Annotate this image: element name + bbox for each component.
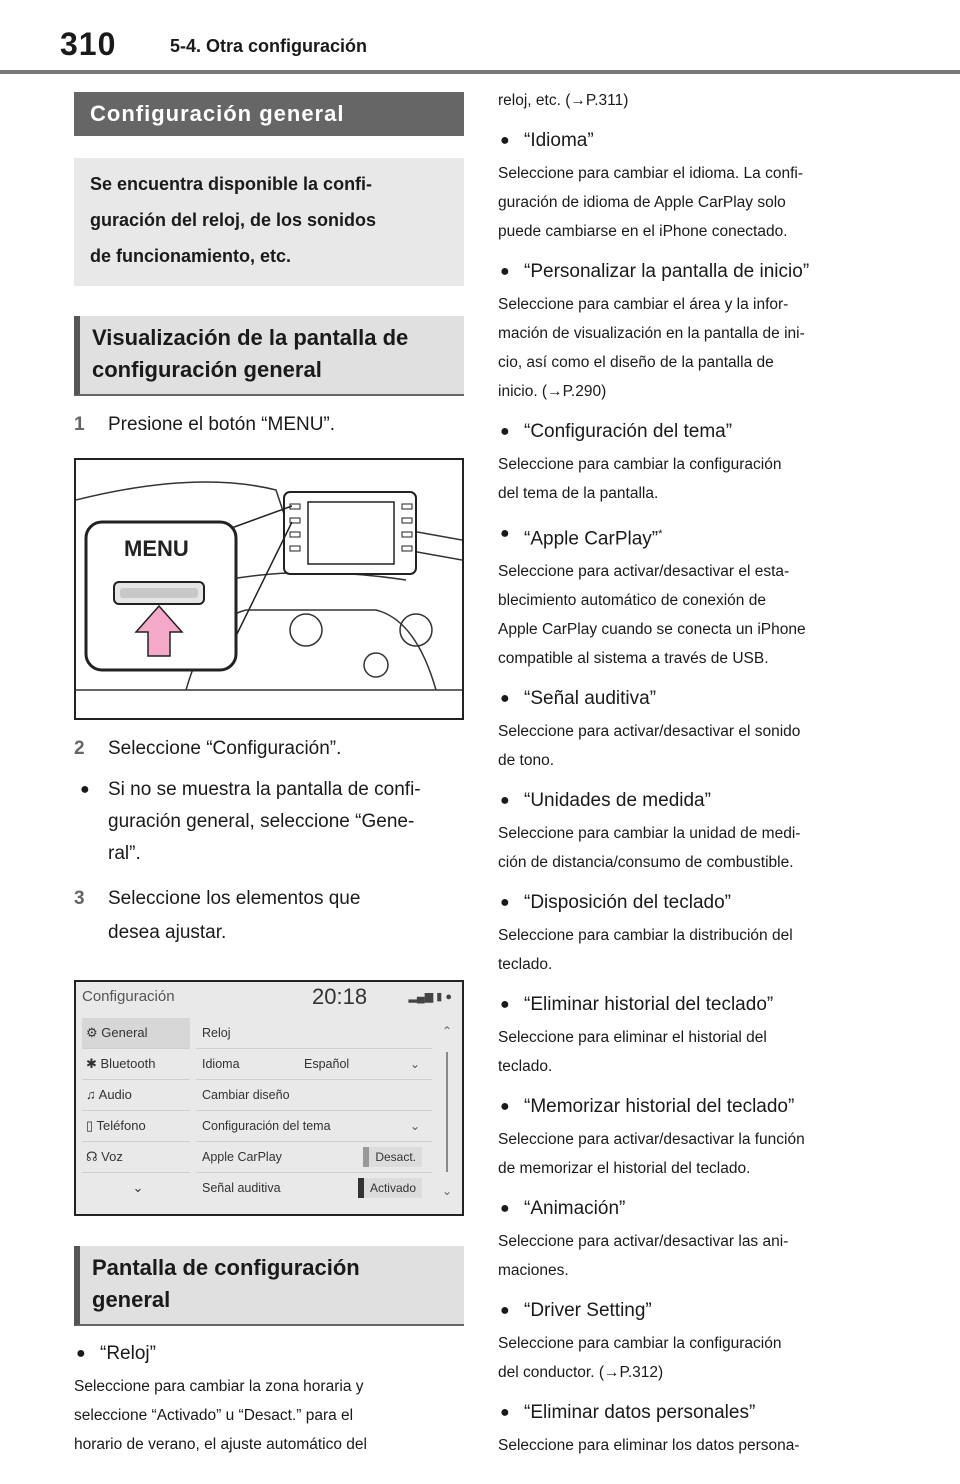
bullet-icon: ● <box>500 263 510 280</box>
status-icons: ▂▄▆ ▮ ● <box>408 991 452 1003</box>
note-line: Si no se muestra la pantalla de confi- <box>108 779 421 800</box>
header-rule <box>0 70 960 74</box>
chevron-down-icon: ⌄ <box>441 1184 453 1198</box>
item-desc: Seleccione para eliminar los datos persona- <box>498 1437 800 1455</box>
item-desc: Seleccione para cambiar la zona horaria y seleccione “Activado” u “Desact.” para el horario de verano, el ajuste automático del <box>74 1378 367 1453</box>
item-desc: Seleccione para cambiar el área y la infor- mación de visualización en la pantalla de ini- cio, así como el diseño de la pantalla de inicio. (→P.290) <box>498 296 805 400</box>
screen-sidebar-item: ✱ Bluetooth <box>82 1049 190 1080</box>
screen-sidebar-item: ☊ Voz <box>82 1142 190 1173</box>
step-number: 1 <box>74 414 85 435</box>
item-reloj <box>74 1340 464 1368</box>
screen-time: 20:18 <box>312 984 368 1009</box>
bullet-icon: ● <box>500 1200 510 1218</box>
item-desc: Seleccione para cambiar la configuración del tema de la pantalla. <box>498 456 782 502</box>
menu-label: MENU <box>124 536 189 561</box>
section-banner: Configuración general <box>74 92 464 136</box>
screen-sidebar-item: ▯ Teléfono <box>82 1111 190 1142</box>
bullet-icon: ● <box>500 132 510 149</box>
item-desc: Seleccione para cambiar el idioma. La confi- guración de idioma de Apple CarPlay solo puede cambiarse en el iPhone conectado. <box>498 165 803 240</box>
screen-sidebar-item: ⚙ General <box>82 1018 190 1049</box>
intro-line: de funcionamiento, etc. <box>90 246 292 266</box>
item-tema: ● “Configuración del tema” <box>498 418 898 446</box>
intro-line: guración del reloj, de los sonidos <box>90 210 377 230</box>
note-line: guración general, seleccione “Gene- <box>108 811 415 832</box>
item-carplay: ● “Apple CarPlay”* <box>498 520 898 553</box>
screen-row: Cambiar diseño <box>196 1080 432 1111</box>
step-number: 2 <box>74 738 85 759</box>
left-column <box>74 92 464 1459</box>
screen-settings-list <box>196 1018 432 1203</box>
menu-button-illustration <box>74 458 464 720</box>
step-3 <box>74 882 464 950</box>
item-desc: Seleccione para activar/desactivar las ani- maciones. <box>498 1233 789 1280</box>
bullet-icon: ● <box>500 1404 510 1422</box>
screen-sidebar <box>82 1018 190 1203</box>
item-senal: ● “Señal auditiva” <box>498 685 898 713</box>
item-desc: Seleccione para cambiar la configuración del conductor. (→P.312) <box>498 1335 782 1382</box>
item-personalizar: ● “Personalizar la pantalla de inicio” <box>498 258 898 286</box>
step-text: Presione el botón “MENU”. <box>108 414 336 435</box>
bullet-icon: ● <box>500 792 510 810</box>
screen-row: Apple CarPlay Desact. <box>196 1142 432 1173</box>
item-desc: Seleccione para cambiar la unidad de medi- ción de distancia/consumo de combustible. <box>498 825 801 872</box>
note-line: ral”. <box>108 843 141 864</box>
heading-line: configuración general <box>92 357 322 382</box>
step-text: Seleccione “Configuración”. <box>108 738 342 759</box>
bullet-icon: ● <box>500 525 510 542</box>
screen-row: Idioma Español ⌄ <box>196 1049 432 1080</box>
item-desc: Seleccione para activar/desactivar la función de memorizar el historial del teclado. <box>498 1131 805 1178</box>
item-animacion: ● “Animación” <box>498 1195 898 1223</box>
item-disposicion: ● “Disposición del teclado” <box>498 889 898 917</box>
step-number: 3 <box>74 888 85 909</box>
screen-row: Señal auditiva Activado <box>196 1173 432 1203</box>
chevron-down-icon: ⌄ <box>409 1119 420 1133</box>
item-desc: Seleccione para activar/desactivar el esta- blecimiento automático de conexión de Apple CarPlay cuando se conecta un iPhone compatible al sistema a través de USB. <box>498 563 806 668</box>
screen-row: Reloj <box>196 1018 432 1049</box>
item-title: “Reloj” <box>100 1343 156 1364</box>
note-bullet <box>74 774 464 870</box>
bullet-icon: ● <box>500 690 510 708</box>
bullet-icon: ● <box>500 1098 510 1116</box>
screen-sidebar-item: ♫ Audio <box>82 1080 190 1111</box>
item-driver: ● “Driver Setting” <box>498 1297 898 1325</box>
item-desc: Seleccione para eliminar el historial del teclado. <box>498 1029 767 1076</box>
bullet-icon: ● <box>500 894 510 912</box>
dashboard-drawing <box>76 460 462 718</box>
page-number: 310 <box>60 26 117 62</box>
bullet-icon: ● <box>500 1302 510 1320</box>
chevron-down-icon: ⌄ <box>132 1180 144 1195</box>
screen-scrollbar <box>440 1024 454 1204</box>
intro-line: Se encuentra disponible la confi- <box>90 174 373 194</box>
chevron-up-icon: ⌃ <box>441 1024 453 1038</box>
item-idioma: ● “Idioma” <box>498 127 898 155</box>
heading-display-settings <box>74 316 464 396</box>
bullet-icon: ● <box>500 996 510 1014</box>
bullet-icon: ● <box>80 781 90 798</box>
step-text: Seleccione los elementos que <box>108 888 361 909</box>
item-eliminar-datos: ● “Eliminar datos personales” <box>498 1399 898 1427</box>
continued-text: reloj, etc. (→P.311) <box>498 92 629 109</box>
step-text: desea ajustar. <box>108 922 227 943</box>
step-2 <box>74 732 464 766</box>
bullet-icon: ● <box>76 1345 86 1362</box>
section-title: 5-4. Otra configuración <box>170 36 368 56</box>
item-eliminar-historial: ● “Eliminar historial del teclado” <box>498 991 898 1019</box>
chevron-down-icon: ⌄ <box>409 1057 420 1071</box>
right-column <box>498 86 898 1460</box>
item-desc: Seleccione para cambiar la distribución del teclado. <box>498 927 793 974</box>
heading-line: general <box>92 1287 171 1312</box>
footnote-marker: * <box>658 528 663 540</box>
page-header <box>0 0 960 74</box>
screen-row: Configuración del tema ⌄ <box>196 1111 432 1142</box>
item-unidades: ● “Unidades de medida” <box>498 787 898 815</box>
intro-box <box>74 158 464 286</box>
bullet-icon: ● <box>500 423 510 440</box>
step-1 <box>74 408 464 442</box>
item-memorizar: ● “Memorizar historial del teclado” <box>498 1093 898 1121</box>
heading-line: Visualización de la pantalla de <box>92 325 409 350</box>
screen-title: Configuración <box>82 988 175 1005</box>
heading-general-settings <box>74 1246 464 1326</box>
heading-line: Pantalla de configuración <box>92 1255 360 1280</box>
item-desc: Seleccione para activar/desactivar el sonido de tono. <box>498 723 801 770</box>
settings-screen-image <box>74 980 464 1216</box>
